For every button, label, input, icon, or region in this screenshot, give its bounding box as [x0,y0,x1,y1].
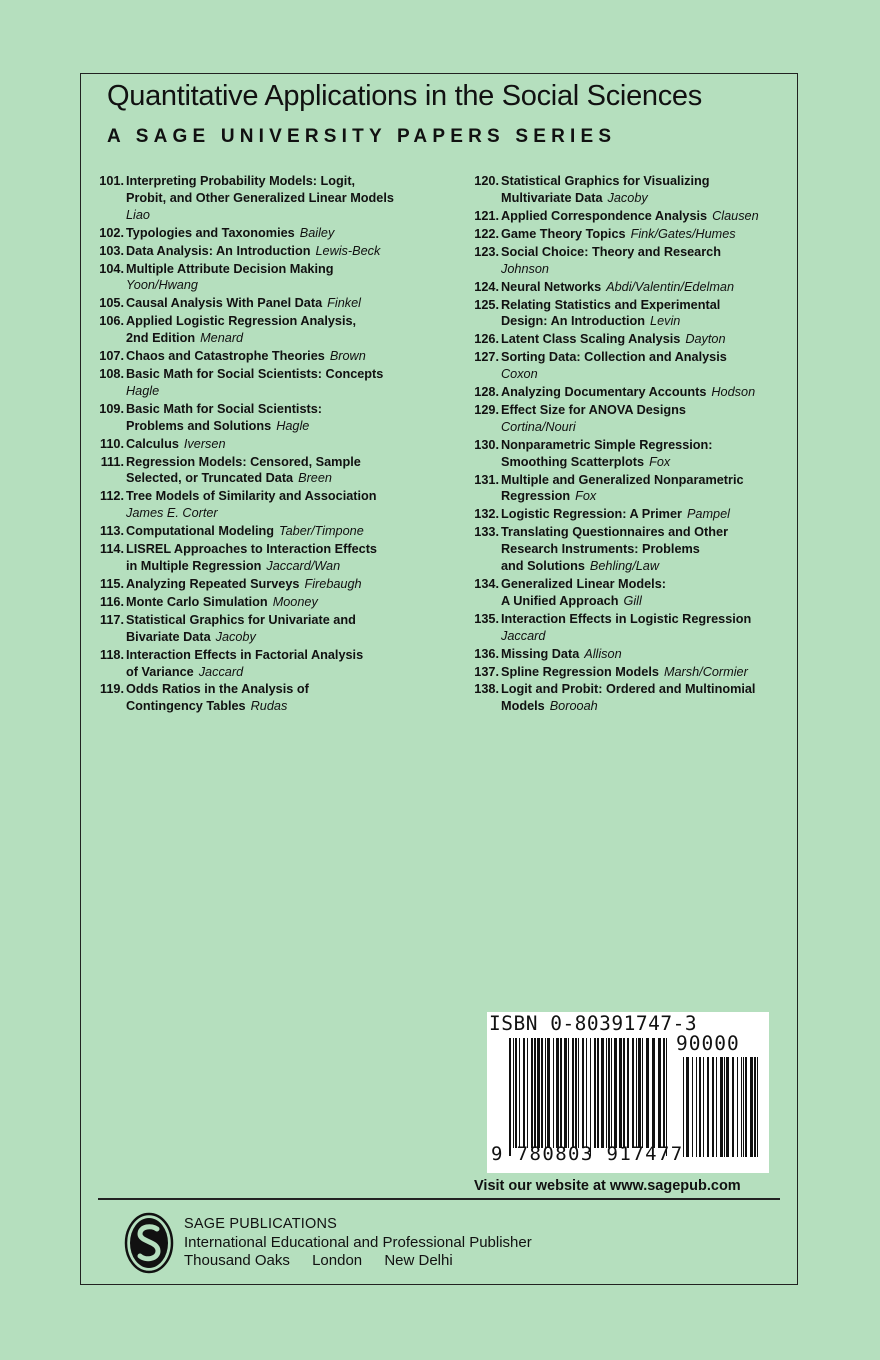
barcode-bar [547,1038,550,1148]
publisher-cities [184,1252,532,1270]
barcode-bar [534,1038,536,1148]
barcode-bar [627,1038,629,1148]
item-author: Gill [623,593,642,608]
barcode-bar [716,1057,717,1157]
barcode-bar [527,1038,528,1148]
barcode-bar [597,1038,599,1148]
item-author: Hagle [126,383,160,398]
item-title: Interaction Effects in Factorial Analysis of Variance [126,647,364,679]
barcode-bar [531,1038,533,1148]
item-number: 138. [474,682,499,697]
item-author: Pampel [686,507,730,522]
item-title: Analyzing Repeated Surveys [126,576,300,591]
item-number: 108. [99,367,124,382]
barcode-bar [707,1057,709,1157]
barcode-bar [608,1038,610,1148]
list-item [92,647,422,681]
barcode-bar [619,1038,622,1148]
item-title: Multiple Attribute Decision Making [126,261,334,276]
item-author: Brown [329,349,366,364]
item-number: 135. [474,611,499,626]
item-author: Fox [575,489,597,504]
item-author: Firebaugh [304,576,362,591]
list-item [92,681,422,715]
barcode-bar [642,1038,643,1148]
item-number: 131. [474,472,499,487]
list-item [467,331,797,348]
list-item [92,313,422,347]
barcode-bar [541,1038,543,1148]
list-item [467,244,797,278]
barcode-bar [737,1057,738,1157]
list-item [467,506,797,523]
barcode-bar [726,1057,729,1157]
item-author: Cortina/Nouri [501,419,576,434]
item-title: Spline Regression Models [501,664,659,679]
item-title: Analyzing Documentary Accounts [501,385,707,400]
barcode-bar [754,1057,756,1157]
barcode-bar [712,1057,714,1157]
item-title: Monte Carlo Simulation [126,594,268,609]
website-link[interactable]: Visit our website at www.sagepub.com [474,1178,741,1194]
list-item [467,681,797,715]
list-item [467,402,797,436]
list-item [92,436,422,453]
barcode-bar [568,1038,569,1148]
item-number: 105. [99,296,124,311]
barcode-bar [586,1038,587,1148]
barcode-bar [663,1038,665,1148]
item-number: 128. [474,385,499,400]
list-item [92,488,422,522]
list-item [92,261,422,295]
list-item [92,173,422,223]
item-number: 114. [100,542,124,557]
list-item [467,297,797,331]
list-item [467,576,797,610]
item-author: Jaccard [501,628,546,643]
item-author: Breen [298,471,332,486]
item-number: 136. [474,646,499,661]
list-item [467,524,797,574]
publisher-name: SAGE PUBLICATIONS [184,1216,338,1232]
barcode-bar [692,1057,693,1157]
item-author: Fink/Gates/Humes [630,226,736,241]
item-number: 137. [474,664,499,679]
item-title: Translating Questionnaires and Other Research Instruments: Problems and Solutions [501,525,729,573]
item-number: 115. [100,576,124,591]
ean-number: 9 780803 917477 [491,1143,684,1165]
list-item [92,612,422,646]
item-title: Chaos and Catastrophe Theories [126,349,325,364]
item-author: Fox [649,454,671,469]
item-title: Basic Math for Social Scientists: Concepts [126,367,384,382]
list-item [467,646,797,663]
list-item [467,384,797,401]
barcode-bar [523,1038,525,1148]
item-author: Jacoby [215,629,256,644]
list-item [467,349,797,383]
barcode-bar [638,1038,641,1148]
list-item [467,173,797,207]
list-item [92,401,422,435]
list-item [92,348,422,365]
item-author: Rudas [250,699,288,714]
item-number: 123. [474,244,499,259]
city: Thousand Oaks [184,1251,290,1269]
item-author: Marsh/Cormier [663,664,748,679]
item-title: Neural Networks [501,279,602,294]
item-title: Interpreting Probability Models: Logit, Probit, and Other Generalized Linear Models [126,174,394,205]
item-title: Relating Statistics and Experimental Design: An Introduction [501,297,721,329]
item-author: James E. Corter [126,506,218,521]
item-number: 130. [474,437,499,452]
item-author: Dayton [685,332,726,347]
barcode-bar [652,1038,655,1148]
title-list-right [467,173,797,716]
item-author: Yoon/Hwang [126,278,198,293]
list-item [92,541,422,575]
item-author: Taber/Timpone [279,524,364,539]
item-title: Causal Analysis With Panel Data [126,296,323,311]
sage-logo-icon [124,1212,174,1274]
item-author: Behling/Law [589,558,660,573]
item-number: 104. [99,261,124,276]
item-title: Game Theory Topics [501,226,626,241]
item-title: Applied Correspondence Analysis [501,208,708,223]
barcode-bar [623,1038,625,1148]
isbn-barcode [487,1012,769,1173]
barcode-bar [757,1057,758,1157]
item-title: Interaction Effects in Logistic Regression [501,611,752,626]
item-title: Statistical Graphics for Visualizing Multivariate Data [501,174,710,205]
title-list-left [92,173,422,716]
item-number: 101. [99,174,124,188]
barcode-bar [537,1038,540,1148]
list-item [92,523,422,540]
item-title: Logit and Probit: Ordered and Multinomial Models [501,682,756,714]
barcode-bar [594,1038,596,1148]
barcode-bar [582,1038,584,1148]
item-title: Computational Modeling [126,524,275,539]
item-title: Latent Class Scaling Analysis [501,332,681,347]
city: London [312,1251,363,1269]
barcode-bar [686,1057,689,1157]
item-author: Finkel [327,296,361,311]
item-author: Coxon [501,367,538,382]
item-number: 102. [99,225,124,240]
item-author: Levin [650,314,681,329]
item-number: 113. [100,524,124,539]
barcode-bar [699,1057,701,1157]
item-title: Logistic Regression: A Primer [501,507,682,522]
item-title: Basic Math for Social Scientists: Problems and Solutions [126,401,323,433]
list-item [467,472,797,506]
item-author: Jacoby [607,190,648,205]
item-number: 129. [474,403,499,418]
barcode-bar [632,1038,634,1148]
item-author: Mooney [272,594,318,609]
item-title: Data Analysis: An Introduction [126,243,311,258]
city: New Delhi [384,1251,453,1269]
item-number: 118. [100,647,124,662]
item-number: 132. [474,507,499,522]
barcode-bar [590,1038,591,1156]
item-number: 133. [474,525,499,540]
isbn-number: ISBN 0-80391747-3 [489,1012,698,1035]
item-author: Jaccard [198,664,244,679]
item-title: Sorting Data: Collection and Analysis [501,350,727,365]
barcode-bar [578,1038,579,1148]
divider [98,1198,780,1200]
item-title: LISREL Approaches to Interaction Effects in Multiple Regression [126,542,377,573]
list-item [92,366,422,400]
barcode-bar [611,1038,612,1148]
list-item [467,437,797,471]
item-number: 116. [100,594,124,609]
barcode-bar [575,1038,577,1148]
series-title: Quantitative Applications in the Social Sciences [107,80,702,112]
barcode-bar [750,1057,753,1157]
barcode-bar [553,1038,554,1148]
item-number: 109. [99,401,124,416]
barcode-bar [601,1038,604,1148]
barcode-bar [666,1038,667,1156]
item-title: Social Choice: Theory and Research [501,244,721,259]
barcode-bar [741,1057,742,1157]
item-author: Clausen [712,208,759,223]
item-author: Borooah [549,699,598,714]
list-item [92,243,422,260]
barcode-bar [556,1038,559,1148]
item-number: 122. [474,226,499,241]
barcode-bar [658,1038,661,1148]
item-title: Tree Models of Similarity and Association [126,489,377,504]
item-number: 103. [99,243,124,258]
item-number: 120. [474,174,499,188]
item-author: Hodson [711,385,756,400]
item-number: 127. [474,350,499,365]
item-number: 117. [100,612,124,627]
list-item [467,611,797,645]
item-title: Nonparametric Simple Regression: Smoothing Scatterplots [501,437,713,469]
list-item [467,279,797,296]
barcode-bar [513,1038,514,1148]
list-item [92,295,422,312]
item-author: Bailey [299,225,335,240]
publisher-tagline: International Educational and Professional Publisher [184,1233,532,1251]
series-subtitle: A SAGE UNIVERSITY PAPERS SERIES [107,126,617,147]
barcode-bar [560,1038,562,1148]
item-title: Statistical Graphics for Univariate and Bivariate Data [126,612,356,644]
item-number: 110. [100,436,124,451]
item-title: Missing Data [501,646,580,661]
barcode-bar [646,1038,649,1148]
barcode-bar [743,1057,744,1157]
item-number: 112. [100,489,124,504]
barcode-bar [564,1038,567,1148]
item-author: Johnson [501,261,549,276]
list-item [92,454,422,488]
barcode-bar [703,1057,704,1157]
item-author: Iversen [183,436,226,451]
item-author: Lewis-Beck [315,243,381,258]
item-number: 134. [474,576,499,591]
item-title: Typologies and Taxonomies [126,225,295,240]
barcode-bar [614,1038,617,1148]
list-item [467,226,797,243]
barcode-bar [696,1057,697,1157]
publisher-info [184,1216,532,1269]
item-number: 107. [99,349,124,364]
barcode-bar [683,1057,684,1157]
item-number: 121. [474,208,499,223]
list-item [467,208,797,225]
item-author: Menard [200,331,244,346]
barcode-bar [606,1038,607,1148]
barcode-bar [732,1057,734,1157]
barcode-bar [720,1057,723,1157]
barcode-bar [572,1038,574,1148]
item-title: Regression Models: Censored, Sample Selected, or Truncated Data [126,454,361,486]
item-author: Liao [126,207,150,222]
item-author: Abdi/Valentin/Edelman [606,279,735,294]
list-item [92,594,422,611]
barcode-bar [636,1038,637,1148]
list-item [92,225,422,242]
item-title: Calculus [126,436,179,451]
item-number: 124. [474,279,499,294]
barcode-bar [545,1038,546,1148]
barcode-bar [724,1057,725,1157]
item-number: 125. [474,297,499,312]
list-item [92,576,422,593]
barcode-bar [509,1038,511,1156]
item-number: 106. [99,314,124,329]
item-title: Generalized Linear Models: A Unified Approach [501,576,666,608]
item-number: 126. [474,332,499,347]
barcode-bar [745,1057,747,1157]
item-number: 111. [100,454,124,469]
barcode-bar [519,1038,520,1148]
price-code: 90000 [676,1032,740,1055]
list-item [467,664,797,681]
item-title: Multiple and Generalized Nonparametric Regression [501,472,744,504]
item-author: Jaccard/Wan [266,558,341,573]
item-number: 119. [100,682,124,697]
item-author: Allison [584,646,622,661]
item-title: Applied Logistic Regression Analysis, 2nd Edition [126,314,357,346]
item-title: Odds Ratios in the Analysis of Contingency Tables [126,682,309,714]
item-title: Effect Size for ANOVA Designs [501,403,686,418]
item-author: Hagle [276,418,310,433]
barcode-bar [515,1038,517,1148]
